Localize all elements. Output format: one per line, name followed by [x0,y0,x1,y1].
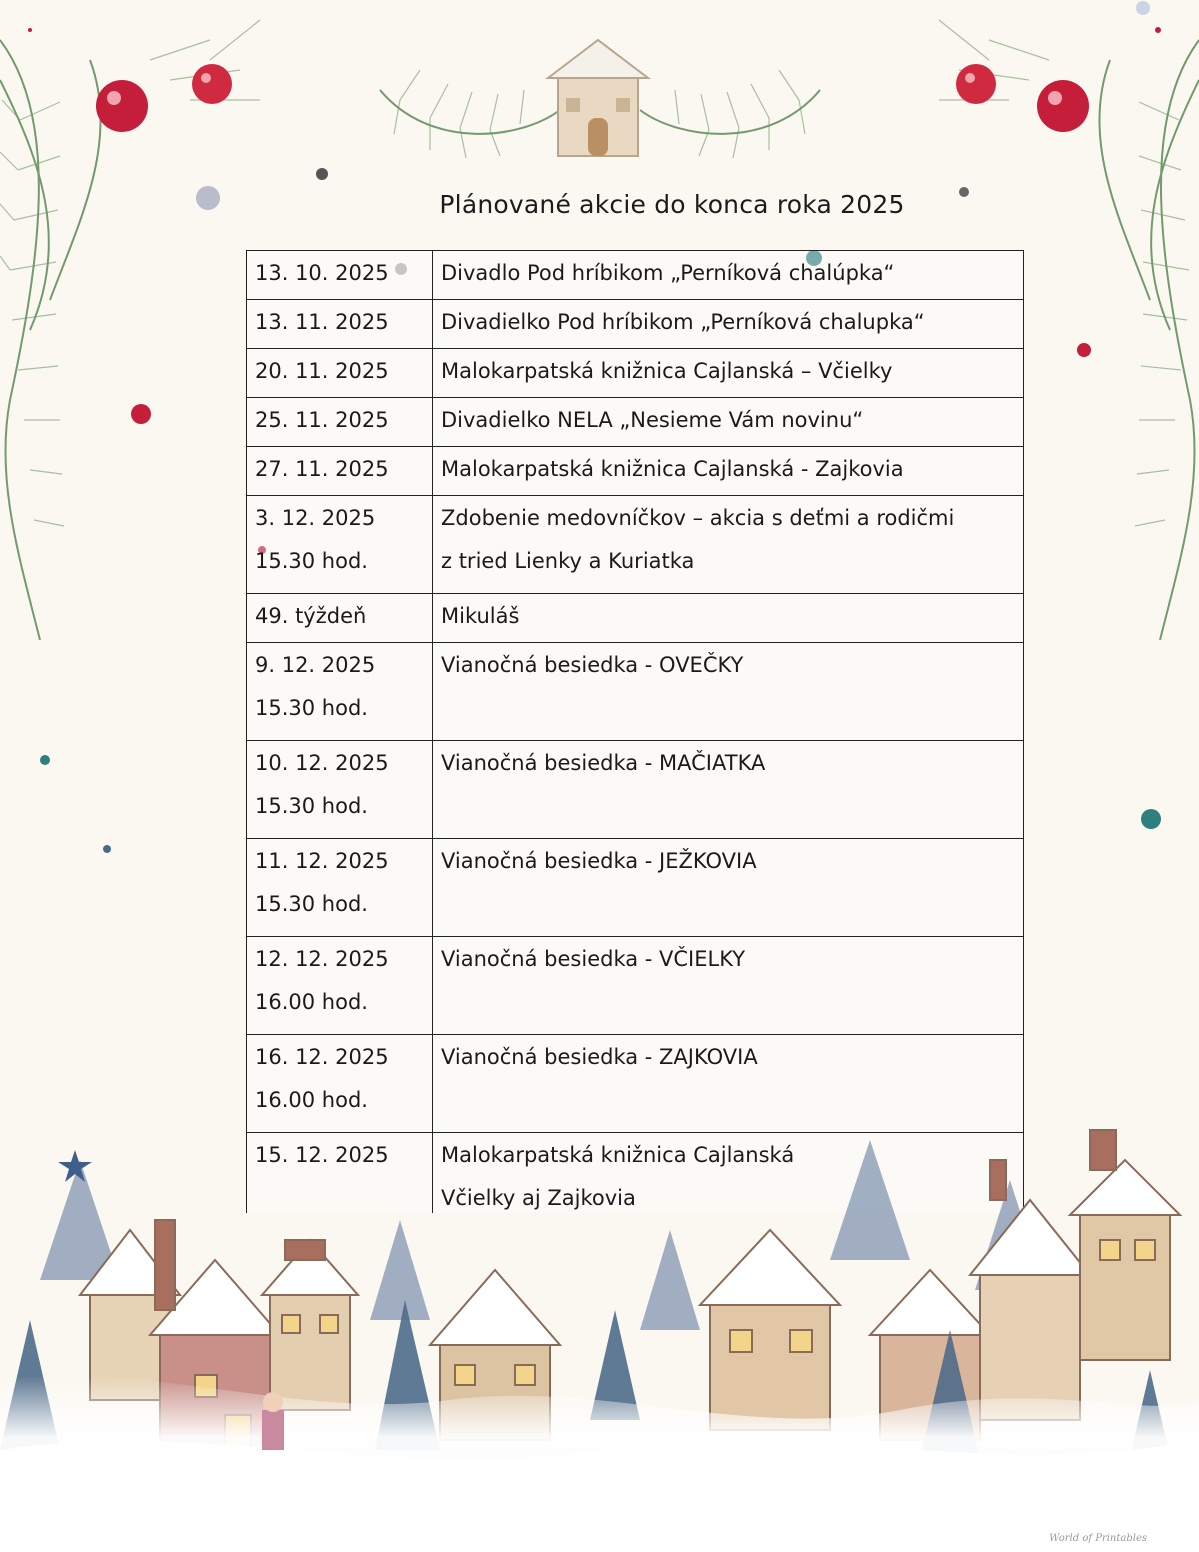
table-row [247,839,1024,937]
page-title: Plánované akcie do konca roka 2025 [439,190,905,219]
date-text: 15.30 hod. [255,794,368,818]
date-text: 13. 11. 2025 [255,310,389,334]
date-cell [247,839,433,937]
table-row [247,1035,1024,1133]
event-text [441,978,1015,1027]
date-cell [247,741,433,839]
table-row [247,447,1024,496]
event-text: Včielky aj Zajkovia [441,1186,636,1210]
date-cell [247,1035,433,1133]
date-text: 12. 12. 2025 [255,947,389,971]
event-cell [433,349,1024,398]
event-cell [433,300,1024,349]
event-text [441,880,1015,929]
table-row [247,937,1024,1035]
date-text: 9. 12. 2025 [255,653,376,677]
event-text: z tried Lienky a Kuriatka [441,549,695,573]
table-row [247,594,1024,643]
event-cell [433,937,1024,1035]
event-cell [433,251,1024,300]
table-row [247,643,1024,741]
date-text: 20. 11. 2025 [255,359,389,383]
date-text: 25. 11. 2025 [255,408,389,432]
events-table [246,250,1024,1213]
event-text: Divadielko Pod hríbikom „Perníková chalupka“ [441,310,925,334]
event-cell [433,839,1024,937]
date-text: 15. 12. 2025 [255,1143,389,1167]
event-text [441,782,1015,831]
event-text: Malokarpatská knižnica Cajlanská – Včielky [441,359,893,383]
date-cell [247,496,433,594]
event-text: Mikuláš [441,604,520,628]
date-text: 27. 11. 2025 [255,457,389,481]
event-text: Vianočná besiedka - JEŽKOVIA [441,849,757,873]
table-row [247,741,1024,839]
table-row [247,496,1024,594]
event-cell [433,398,1024,447]
winter-village-illustration [0,1120,1199,1552]
event-text [441,684,1015,733]
date-cell [247,447,433,496]
date-text: 16.00 hod. [255,1088,368,1112]
event-text: Malokarpatská knižnica Cajlanská - Zajkovia [441,457,904,481]
event-text [441,1076,1015,1125]
table-row [247,398,1024,447]
table-row [247,300,1024,349]
event-text: Vianočná besiedka - VČIELKY [441,947,746,971]
event-text: Divadlo Pod hríbikom „Perníková chalúpka“ [441,261,895,285]
date-cell [247,937,433,1035]
event-text: Vianočná besiedka - MAČIATKA [441,751,766,775]
date-text: 16. 12. 2025 [255,1045,389,1069]
date-cell [247,300,433,349]
event-text: Malokarpatská knižnica Cajlanská [441,1143,795,1167]
date-text: 15.30 hod. [255,549,368,573]
date-cell [247,594,433,643]
date-text: 10. 12. 2025 [255,751,389,775]
event-text: Zdobenie medovníčkov – akcia s deťmi a rodičmi [441,506,955,530]
events-table-body [247,251,1024,1214]
date-text: 16.00 hod. [255,990,368,1014]
event-cell [433,447,1024,496]
table-row [247,349,1024,398]
date-text: 15.30 hod. [255,696,368,720]
event-text: Divadielko NELA „Nesieme Vám novinu“ [441,408,864,432]
event-cell [433,496,1024,594]
date-cell [247,251,433,300]
event-cell [433,1035,1024,1133]
date-cell [247,349,433,398]
event-cell [433,741,1024,839]
event-cell [433,594,1024,643]
date-text: 3. 12. 2025 [255,506,376,530]
date-text: 49. týždeň [255,604,367,628]
event-text: Vianočná besiedka - ZAJKOVIA [441,1045,758,1069]
event-cell [433,643,1024,741]
date-text: 11. 12. 2025 [255,849,389,873]
date-cell [247,643,433,741]
event-text: Vianočná besiedka - OVEČKY [441,653,744,677]
table-row [247,251,1024,300]
watermark: World of Printables [1049,1533,1147,1544]
date-text: 15.30 hod. [255,892,368,916]
date-text: 13. 10. 2025 [255,261,389,285]
date-cell [247,398,433,447]
